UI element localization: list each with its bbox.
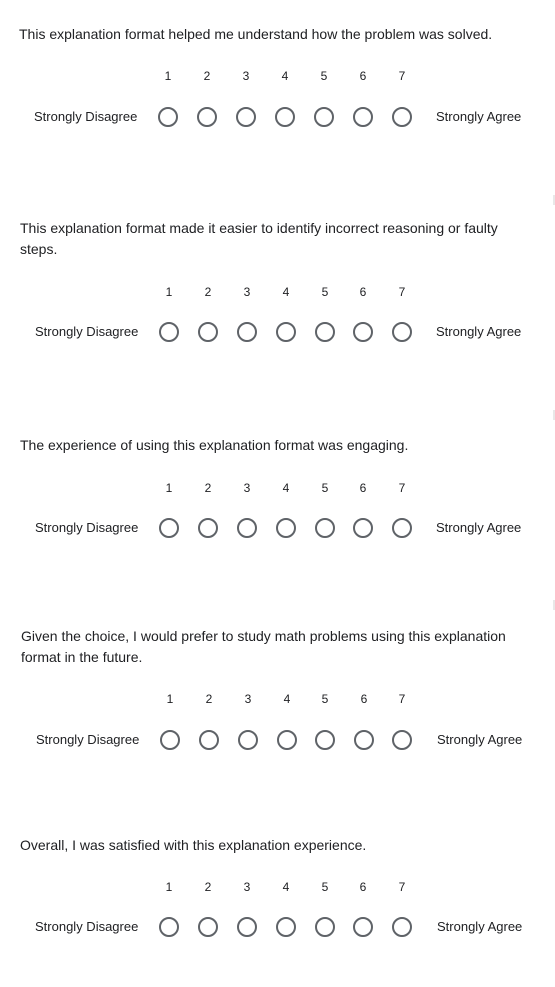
scale-number-5: 5 — [321, 285, 329, 299]
scale-number-7: 7 — [398, 880, 406, 894]
scale-number-1: 1 — [165, 481, 173, 495]
radio-option-6[interactable] — [353, 917, 373, 937]
radio-option-4[interactable] — [277, 730, 297, 750]
radio-option-1[interactable] — [160, 730, 180, 750]
scale-number-4: 4 — [282, 880, 290, 894]
radio-option-2[interactable] — [198, 917, 218, 937]
radio-option-5[interactable] — [315, 322, 335, 342]
scale-number-5: 5 — [321, 880, 329, 894]
radio-option-2[interactable] — [198, 518, 218, 538]
scale-max-label: Strongly Agree — [436, 109, 522, 124]
radio-option-5[interactable] — [314, 107, 334, 127]
scale-number-6: 6 — [359, 69, 367, 83]
radio-option-4[interactable] — [276, 518, 296, 538]
scale-min-label: Strongly Disagree — [35, 324, 139, 339]
radio-option-4[interactable] — [276, 917, 296, 937]
scale-number-1: 1 — [165, 285, 173, 299]
scale-number-2: 2 — [204, 481, 212, 495]
scale-min-label: Strongly Disagree — [34, 109, 138, 124]
radio-option-7[interactable] — [392, 518, 412, 538]
scale-numbers — [0, 880, 555, 896]
scale-number-2: 2 — [203, 69, 211, 83]
scale-number-6: 6 — [359, 880, 367, 894]
scale-numbers — [0, 69, 555, 85]
radio-option-7[interactable] — [392, 107, 412, 127]
scale-number-3: 3 — [243, 481, 251, 495]
radio-option-1[interactable] — [159, 322, 179, 342]
scale-number-5: 5 — [321, 692, 329, 706]
radio-option-5[interactable] — [315, 917, 335, 937]
radio-option-2[interactable] — [199, 730, 219, 750]
radio-option-1[interactable] — [158, 107, 178, 127]
scale-number-5: 5 — [321, 481, 329, 495]
scale-number-2: 2 — [205, 692, 213, 706]
scale-min-label: Strongly Disagree — [36, 732, 140, 747]
radio-option-2[interactable] — [198, 322, 218, 342]
radio-option-4[interactable] — [275, 107, 295, 127]
scale-number-2: 2 — [204, 880, 212, 894]
scale-number-1: 1 — [164, 69, 172, 83]
scale-number-5: 5 — [320, 69, 328, 83]
radio-option-3[interactable] — [237, 518, 257, 538]
radio-option-3[interactable] — [238, 730, 258, 750]
likert-scale — [0, 105, 555, 129]
question-title: Given the choice, I would prefer to study math problems using this explanation format in the future. — [21, 628, 506, 665]
scale-number-1: 1 — [165, 880, 173, 894]
likert-scale — [0, 516, 555, 540]
radio-option-2[interactable] — [197, 107, 217, 127]
scale-max-label: Strongly Agree — [437, 919, 523, 934]
radio-option-6[interactable] — [353, 518, 373, 538]
scale-number-4: 4 — [281, 69, 289, 83]
scale-max-label: Strongly Agree — [437, 732, 523, 747]
scale-max-label: Strongly Agree — [436, 520, 522, 535]
scale-min-label: Strongly Disagree — [35, 520, 139, 535]
radio-option-7[interactable] — [392, 322, 412, 342]
scale-number-7: 7 — [398, 285, 406, 299]
scale-number-6: 6 — [359, 481, 367, 495]
radio-option-7[interactable] — [392, 730, 412, 750]
scale-number-7: 7 — [398, 69, 406, 83]
radio-option-6[interactable] — [353, 107, 373, 127]
radio-option-1[interactable] — [159, 917, 179, 937]
scale-number-1: 1 — [166, 692, 174, 706]
scale-number-4: 4 — [283, 692, 291, 706]
likert-scale — [0, 320, 555, 344]
radio-option-6[interactable] — [353, 322, 373, 342]
scale-number-4: 4 — [282, 481, 290, 495]
likert-scale — [0, 728, 555, 752]
radio-option-5[interactable] — [315, 518, 335, 538]
question-title: This explanation format helped me understand how the problem was solved. — [19, 26, 493, 42]
radio-option-3[interactable] — [237, 322, 257, 342]
radio-option-6[interactable] — [354, 730, 374, 750]
likert-scale — [0, 915, 555, 939]
scale-number-3: 3 — [243, 285, 251, 299]
radio-option-7[interactable] — [392, 917, 412, 937]
question-title: The experience of using this explanation format was engaging. — [20, 437, 409, 453]
radio-option-3[interactable] — [237, 917, 257, 937]
radio-option-1[interactable] — [159, 518, 179, 538]
scale-number-3: 3 — [243, 880, 251, 894]
scale-number-2: 2 — [204, 285, 212, 299]
scale-number-6: 6 — [359, 285, 367, 299]
radio-option-4[interactable] — [276, 322, 296, 342]
scale-numbers — [0, 285, 555, 301]
question-title: Overall, I was satisfied with this explanation experience. — [20, 837, 367, 853]
scale-number-6: 6 — [360, 692, 368, 706]
scale-min-label: Strongly Disagree — [35, 919, 139, 934]
question-title: This explanation format made it easier to identify incorrect reasoning or faulty steps. — [20, 220, 498, 257]
scale-max-label: Strongly Agree — [436, 324, 522, 339]
scale-number-3: 3 — [242, 69, 250, 83]
radio-option-3[interactable] — [236, 107, 256, 127]
scale-number-3: 3 — [244, 692, 252, 706]
scale-numbers — [0, 481, 555, 497]
scale-numbers — [0, 692, 555, 708]
scale-number-7: 7 — [398, 481, 406, 495]
scale-number-7: 7 — [398, 692, 406, 706]
radio-option-5[interactable] — [315, 730, 335, 750]
scale-number-4: 4 — [282, 285, 290, 299]
